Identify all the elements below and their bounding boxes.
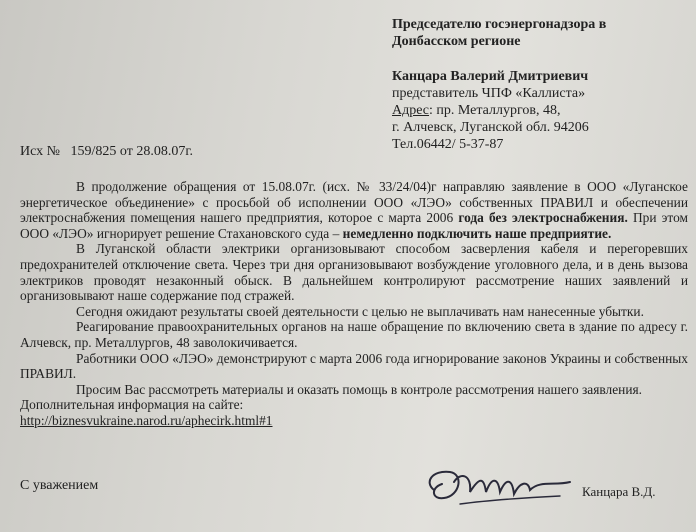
sender-name: Канцара Валерий Дмитриевич [392, 69, 589, 84]
paragraph-6: Просим Вас рассмотреть материалы и оказать помощь в контроле рассмотрения нашего заявления. [76, 381, 643, 397]
p1-bold-2: немедленно подключить наше предприятие. [342, 225, 612, 241]
sender-city: г. Алчевск, Луганской обл. 94206 [392, 120, 589, 135]
closing-phrase: С уважением [20, 478, 99, 493]
paragraph-2: В Луганской области электрики организовывают способом засверления кабеля и перегоревших предохранителей отключение света. Через три дня организовывают возбуждение уголовного дела, и в день вызова электриков проводят незаконный обыск. В дальнейшем контролируют рассмотрение наших заявлений и организовывают наше содержание под стражей. [20, 241, 688, 304]
signature-icon [420, 452, 580, 522]
paragraph-5: Работники ООО «ЛЭО» демонстрируют с марта 2006 года игнорирование законов Украины и собственных ПРАВИЛ. [20, 350, 688, 382]
sender-role: представитель ЧПФ «Каллиста» [392, 86, 586, 101]
header-block [392, 16, 692, 153]
sender-address [392, 102, 692, 119]
sender-phone: Тел.06442/ 5-37-87 [392, 137, 504, 152]
p1-text-mid: При этом ООО «ЛЭО» игнорирует решение Стахановского суда – [20, 210, 688, 241]
address-rest: : пр. Металлургов, 48, [429, 103, 561, 118]
p1-text-start: В продолжение обращения от 15.08.07г. (исх. № 33/24/04)г направляю заявление в ООО «Луганское энергетическое объединение» с просьбой об исполнении ООО «ЛЭО» собственных ПРАВИЛ и обеспечении электроснабжения помещения нашего предприятия, которое с марта 2006 [20, 179, 688, 226]
addressee-line-1: Председателю госэнергонадзора в [392, 17, 607, 32]
p1-bold-1: года без электроснабжения. [458, 210, 628, 226]
info-link[interactable]: http://biznesvukraine.narod.ru/aphecirk.html#1 [20, 412, 273, 428]
paragraph-3: Сегодня ожидают результаты своей деятельности с целью не выплачивать нам нанесенные убытки. [76, 303, 644, 319]
addressee-line-2: Донбасском регионе [392, 34, 521, 49]
info-label: Дополнительная информация на сайте: [20, 397, 244, 413]
signer-name: Канцара В.Д. [582, 484, 656, 499]
outgoing-number: Исх № 159/825 от 28.08.07г. [20, 144, 193, 159]
paragraph-1 [20, 179, 688, 241]
address-label: Адрес [392, 103, 430, 118]
letter-body [20, 179, 688, 429]
paragraph-4: Реагирование правоохранительных органов на наше обращение по включению света в здание по адресу г. Алчевск, пр. Металлургов, 48 заволокичивается. [20, 319, 688, 350]
